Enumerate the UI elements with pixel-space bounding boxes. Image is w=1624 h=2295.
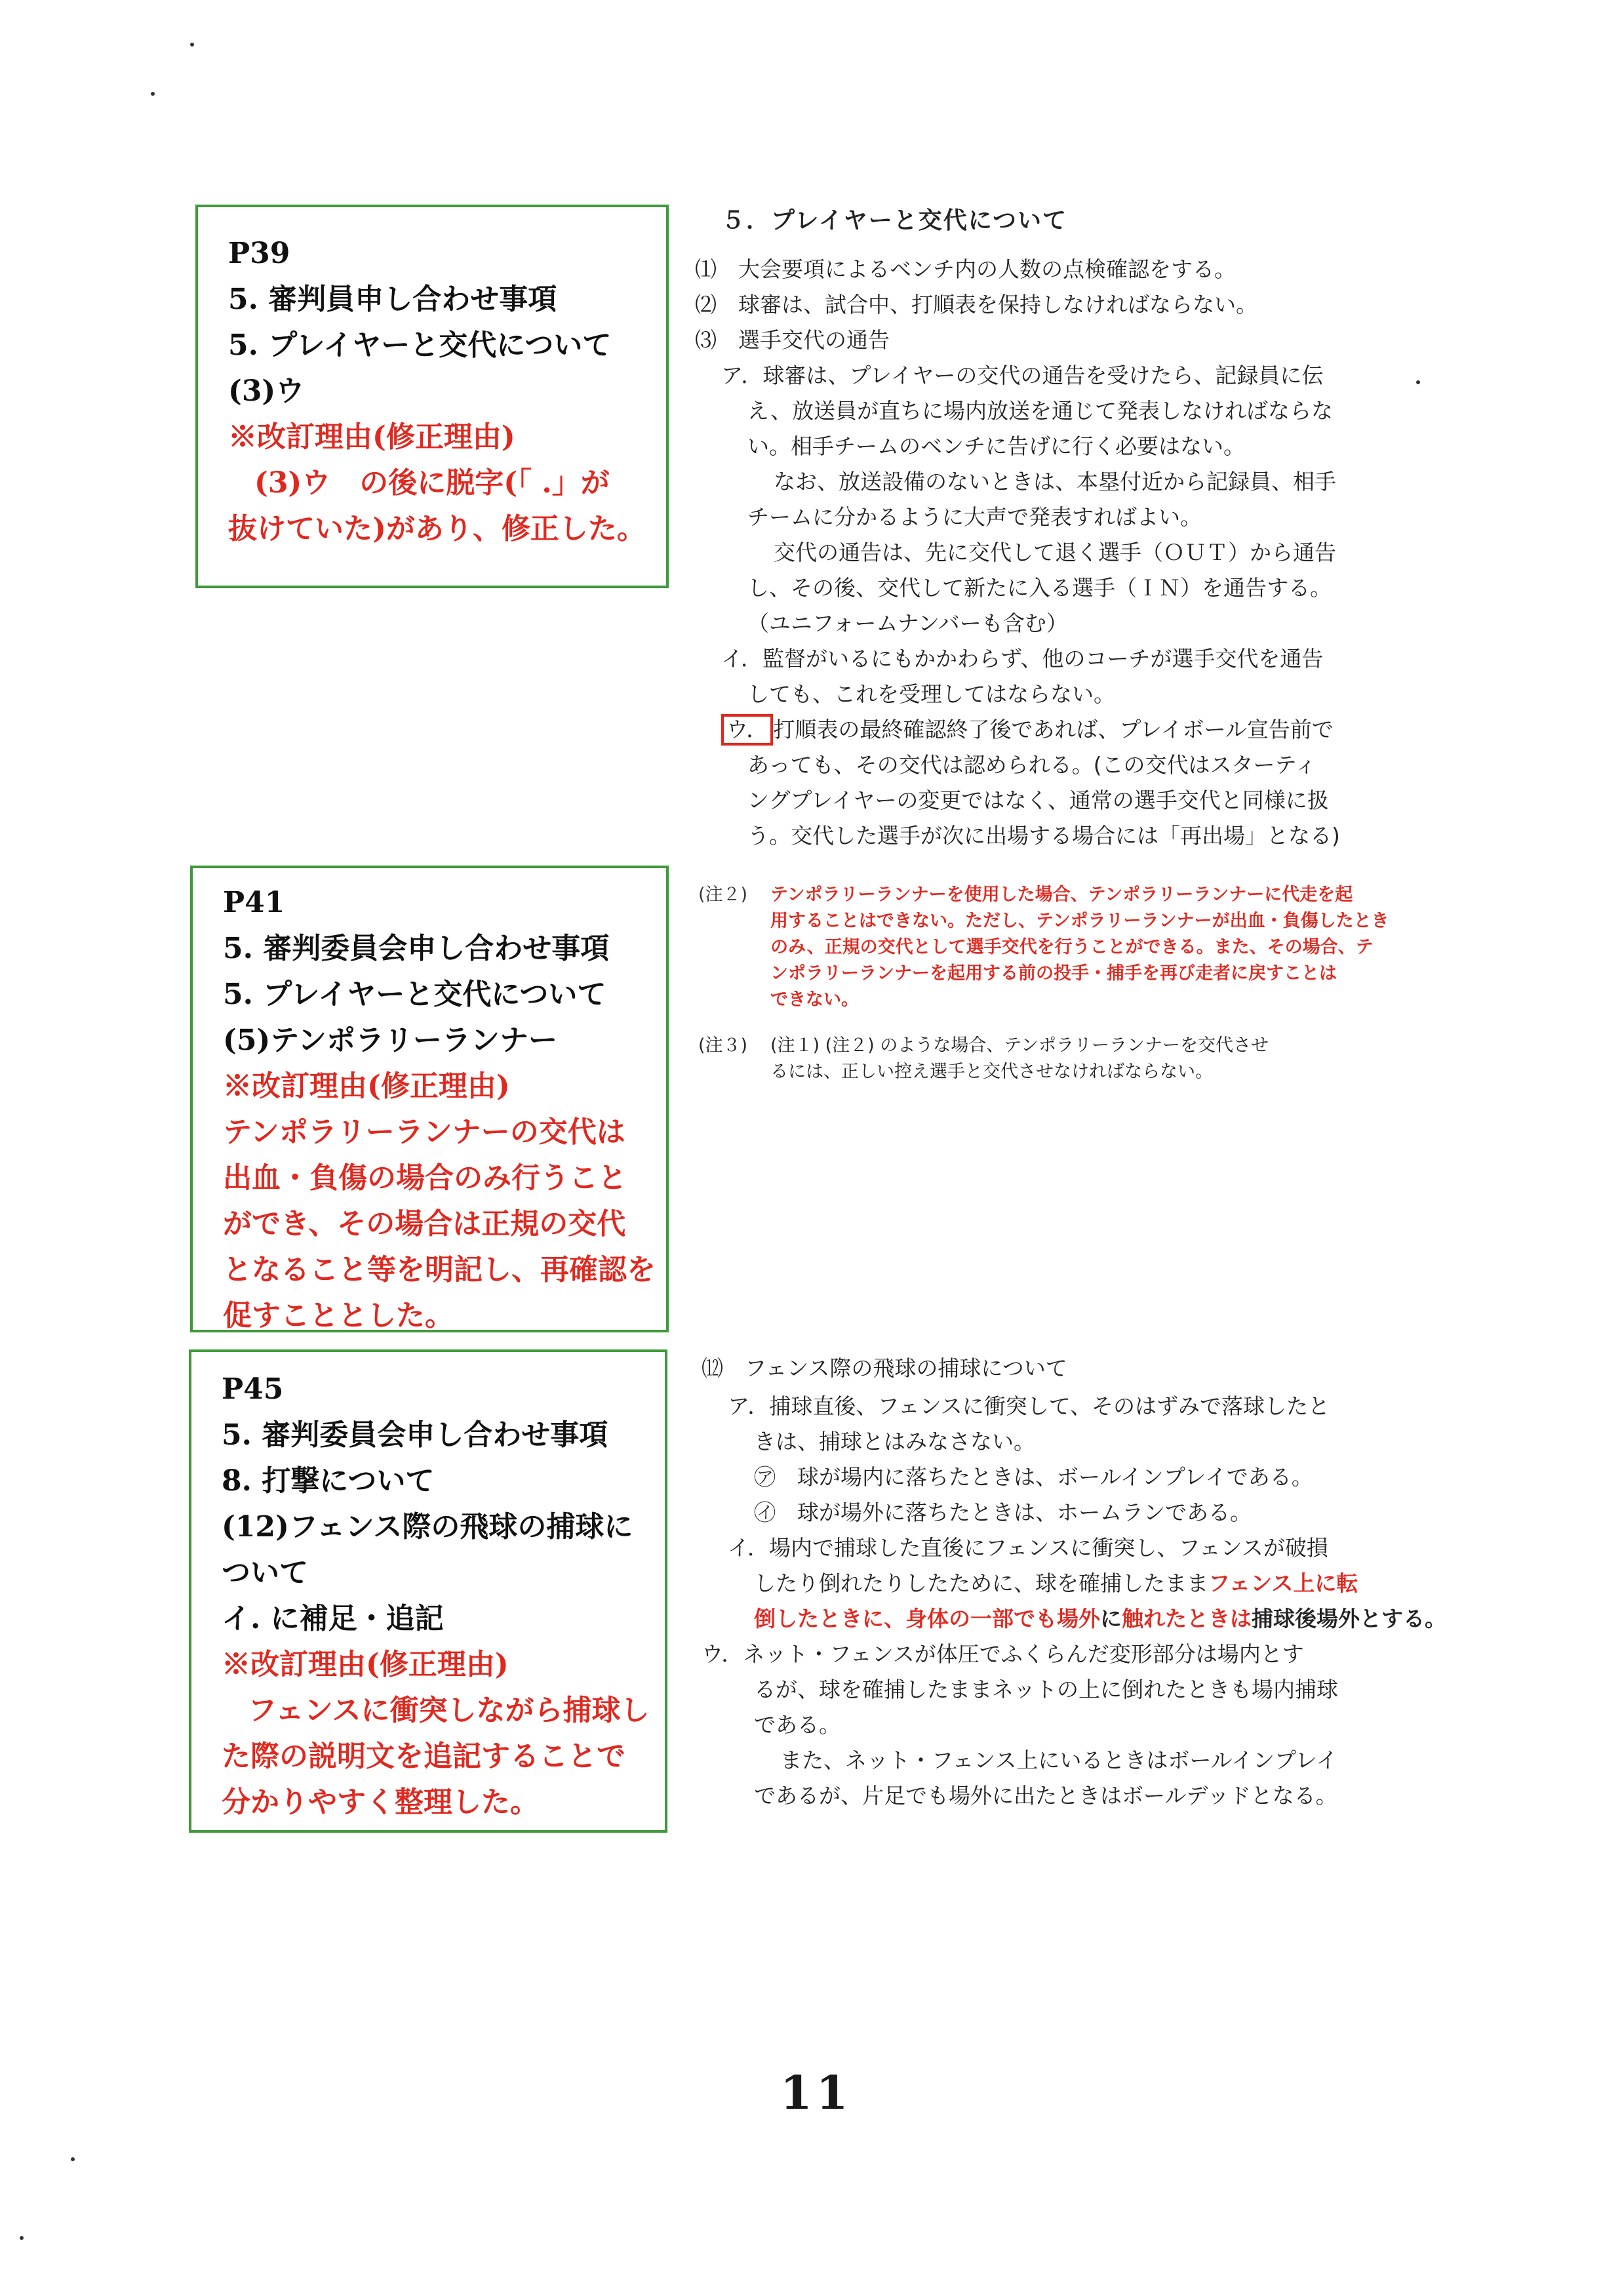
- paragraph-line: チームに分かるように大声で発表すればよい。: [747, 504, 1202, 530]
- reason-label: ※改訂理由(修正理由): [222, 1648, 509, 1681]
- paragraph-line: きは、捕球とはみなさない。: [754, 1429, 1035, 1454]
- note-line: ンポラリーランナーを起用する前の投手・捕手を再び走者に戻すことは: [770, 963, 1337, 984]
- plain-text: に: [1100, 1606, 1122, 1631]
- section-item: ⑶ 選手交代の通告: [695, 327, 890, 353]
- paragraph-line: ウ．ネット・フェンスが体圧でふくらんだ変形部分は場内とす: [702, 1641, 1304, 1667]
- page-number: 11: [780, 2066, 852, 2120]
- section-heading: ５．プレイヤーと交代について: [721, 207, 1068, 234]
- box-line: 5. プレイヤーと交代について: [223, 978, 606, 1011]
- paragraph-line: である。: [754, 1712, 841, 1738]
- box-line: 5. 審判員申し合わせ事項: [228, 283, 557, 316]
- paragraph-line: （ユニフォームナンバーも含む）: [747, 610, 1068, 636]
- reason-line: (3)ウ の後に脱字(「 .」が: [254, 466, 610, 500]
- paragraph-text: 打順表の最終確認終了後であれば、プレイボール宣告前で: [773, 717, 1334, 742]
- reason-line: 出血・負傷の場合のみ行うこと: [223, 1161, 627, 1195]
- paragraph-line: ングプレイヤーの変更ではなく、通常の選手交代と同様に扱: [747, 788, 1329, 813]
- note-label: (注２): [698, 885, 748, 905]
- paragraph-line: しても、これを受理してはならない。: [747, 681, 1115, 707]
- reason-line: た際の説明文を追記することで: [222, 1740, 625, 1773]
- box-line: (12)フェンス際の飛球の捕球に: [222, 1510, 633, 1544]
- box-line: P41: [223, 886, 285, 919]
- note-label: (注３): [698, 1035, 748, 1056]
- note-line: のみ、正規の交代として選手交代を行うことができる。また、その場合、テ: [770, 937, 1374, 957]
- note-line: (注１) (注２) のような場合、テンポラリーランナーを交代させ: [770, 1035, 1269, 1056]
- revised-text: 倒したときに、身体の一部でも場外: [754, 1606, 1100, 1631]
- box-line: ついて: [222, 1556, 308, 1589]
- box-line: P39: [228, 237, 290, 270]
- paragraph-line: ア．球審は、プレイヤーの交代の通告を受けたら、記録員に伝: [721, 363, 1324, 388]
- reason-line: 抜けていた)があり、修正した。: [228, 512, 646, 546]
- paragraph-line-u: [695, 712, 1416, 748]
- paragraph-line: イ．監督がいるにもかかわらず、他のコーチが選手交代を通告: [721, 646, 1324, 671]
- reason-line: フェンスに衝突しながら捕球し: [248, 1694, 650, 1727]
- revision-box-p41: [190, 866, 669, 1332]
- revision-box-p39: [195, 205, 669, 588]
- paragraph-line: し、その後、交代して新たに入る選手（ＩＮ）を通告する。: [747, 575, 1332, 601]
- note-line: るには、正しい控え選手と交代させなければならない。: [770, 1062, 1213, 1082]
- paragraph-line: イ．場内で捕球した直後にフェンスに衝突し、フェンスが破損: [728, 1535, 1328, 1561]
- box-line: イ. に補足・追記: [222, 1602, 444, 1635]
- box-line: (5)テンポラリーランナー: [223, 1024, 558, 1057]
- paragraph-line: なお、放送設備のないときは、本塁付近から記録員、相手: [774, 469, 1336, 494]
- scan-speck: [190, 43, 194, 47]
- scan-speck: [20, 2236, 24, 2240]
- paragraph-line: い。相手チームのベンチに告げに行く必要はない。: [747, 433, 1245, 459]
- paragraph-line: あっても、その交代は認められる。(この交代はスターティ: [747, 752, 1317, 778]
- section-item: ⑵ 球審は、試合中、打順表を保持しなければならない。: [695, 292, 1258, 317]
- paragraph-line-mixed: [702, 1601, 1446, 1637]
- box-line: (3)ウ: [228, 374, 305, 408]
- note-3: [698, 1033, 1387, 1085]
- paragraph-line: るが、球を確捕したままネットの上に倒れたときも場内捕球: [754, 1677, 1338, 1702]
- reason-line: 促すこととした。: [223, 1299, 454, 1332]
- revision-box-p45: [189, 1349, 667, 1833]
- section-5-text: [695, 203, 1416, 854]
- paragraph-line: ㋑ 球が場外に落ちたときは、ホームランである。: [754, 1500, 1252, 1525]
- reason-line: となること等を明記し、再確認を: [223, 1253, 656, 1287]
- plain-text: 捕球後場外とする。: [1252, 1606, 1446, 1631]
- reason-line: ができ、その場合は正規の交代: [223, 1207, 626, 1241]
- note-line: 用することはできない。ただし、テンポラリーランナーが出血・負傷したとき: [770, 911, 1389, 931]
- reason-label: ※改訂理由(修正理由): [223, 1069, 510, 1103]
- reason-label: ※改訂理由(修正理由): [228, 420, 515, 454]
- paragraph-line: え、放送員が直ちに場内放送を通じて発表しなければならな: [747, 398, 1333, 424]
- note-line: テンポラリーランナーを使用した場合、テンポラリーランナーに代走を起: [770, 885, 1353, 905]
- box-line: 5. 審判委員会申し合わせ事項: [223, 932, 610, 965]
- revised-text: 触れたときは: [1122, 1606, 1252, 1631]
- box-line: P45: [222, 1372, 284, 1406]
- reason-line: テンポラリーランナーの交代は: [223, 1115, 625, 1149]
- revised-text: フェンス上に転: [1208, 1570, 1358, 1596]
- box-line: 5. プレイヤーと交代について: [228, 329, 612, 362]
- scan-speck: [71, 2157, 75, 2161]
- scan-speck: [151, 92, 155, 96]
- paragraph-line: また、ネット・フェンス上にいるときはボールインプレイ: [780, 1747, 1338, 1773]
- paragraph-line: ア．捕球直後、フェンスに衝突して、そのはずみで落球したと: [728, 1393, 1330, 1419]
- box-line: 8. 打撃について: [222, 1464, 435, 1498]
- paragraph-line: う。交代した選手が次に出場する場合には「再出場」となる): [747, 823, 1340, 848]
- section-item: ⑴ 大会要項によるベンチ内の人数の点検確認をする。: [695, 256, 1236, 282]
- note-line: できない。: [770, 989, 859, 1010]
- paragraph-line-mixed: [702, 1566, 1423, 1601]
- plain-text: したり倒れたりしたために、球を確捕したまま: [754, 1570, 1208, 1596]
- note-2: [698, 882, 1387, 1013]
- reason-line: 分かりやすく整理した。: [222, 1786, 539, 1819]
- section-12-text: [702, 1351, 1446, 1814]
- scan-speck: [1416, 380, 1420, 384]
- highlight-mark: ウ．: [721, 714, 773, 746]
- section-heading: ⑿ フェンス際の飛球の捕球について: [702, 1355, 1067, 1381]
- paragraph-line: 交代の通告は、先に交代して退く選手（ＯＵＴ）から通告: [774, 540, 1336, 565]
- paragraph-line: であるが、片足でも場外に出たときはボールデッドとなる。: [754, 1783, 1337, 1808]
- paragraph-line: ㋐ 球が場内に落ちたときは、ボールインプレイである。: [754, 1464, 1313, 1490]
- box-line: 5. 審判委員会申し合わせ事項: [222, 1418, 608, 1452]
